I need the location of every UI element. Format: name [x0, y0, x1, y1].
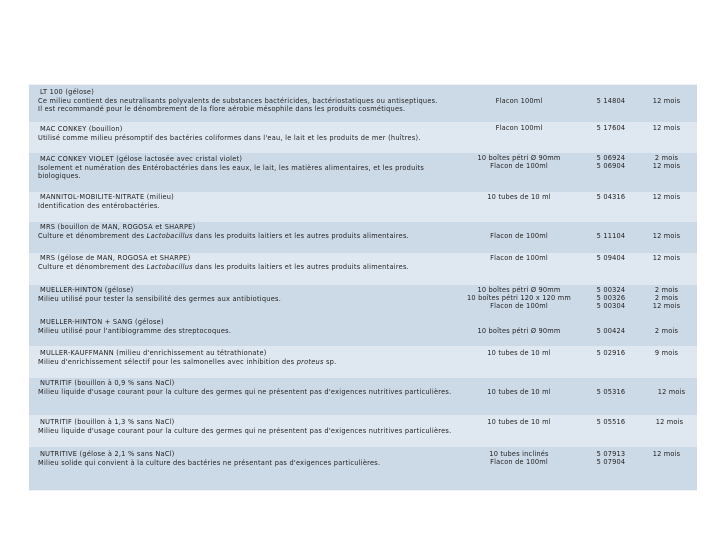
product-description	[38, 193, 458, 210]
description-line: Milieu utilisé pour tester la sensibilité des germes aux antibiotiques.	[38, 294, 282, 303]
reference-value: 5 00304	[596, 302, 626, 311]
product-title: NUTRITIF (bouillon à 1,3 % sans NaCl)	[40, 418, 175, 426]
shelf-life-cell	[644, 349, 689, 357]
packaging-cell	[459, 418, 579, 426]
shelf-life-cell	[647, 418, 692, 426]
product-description	[38, 286, 458, 303]
description-line: Utilisé comme milieu présomptif des bactéries coliformes dans l'eau, le lait et les produits de mer (huîtres).	[38, 133, 421, 142]
product-description	[38, 318, 458, 335]
product-description	[38, 125, 458, 142]
reference-value: 5 05516	[596, 418, 626, 426]
packaging-value: 10 tubes de 10 ml	[487, 193, 551, 201]
product-title: MUELLER-HINTON + SANG (gélose)	[40, 318, 164, 326]
reference-value: 5 07904	[596, 458, 626, 467]
packaging-value: 10 boîtes pétri Ø 90mm	[477, 327, 561, 335]
table-row	[29, 447, 697, 490]
description-text: Culture et dénombrement des	[38, 231, 147, 240]
table-row	[29, 317, 697, 346]
reference-value: 5 00326	[596, 294, 626, 303]
product-title: LT 100 (gélose)	[40, 88, 95, 96]
shelf-life-value: 12 mois	[652, 232, 681, 240]
reference-value: 5 06904	[596, 162, 626, 171]
description-text: sp.	[323, 357, 337, 366]
product-title: MRS (bouillon de MAN, ROGOSA et SHARPE)	[40, 223, 196, 231]
reference-cell	[589, 327, 633, 335]
packaging-value: 10 boîtes pétri Ø 90mm	[477, 286, 561, 294]
shelf-life-cell	[644, 450, 689, 458]
description-text: Culture et dénombrement des	[38, 262, 147, 271]
product-description	[38, 349, 458, 366]
shelf-life-value: 12 mois	[652, 302, 681, 311]
reference-value: 5 06924	[596, 154, 626, 162]
shelf-life-value: 12 mois	[655, 418, 684, 426]
description-line	[38, 358, 458, 367]
packaging-cell	[459, 349, 579, 357]
genus-name: Lactobacillus	[146, 231, 193, 240]
description-line	[38, 232, 458, 241]
description-line: Identification des entérobactéries.	[38, 201, 160, 210]
description-line: Il est recommandé pour le dénombrement de la flore aérobie mésophile dans les produits cosmétiques.	[38, 105, 406, 114]
product-title: MRS (gélose de MAN, ROGOSA et SHARPE)	[40, 254, 191, 262]
reference-value: 5 17604	[596, 124, 626, 132]
shelf-life-cell	[644, 232, 689, 240]
packaging-value: 10 boîtes pétri Ø 90mm	[477, 154, 561, 162]
reference-cell	[589, 97, 633, 105]
shelf-life-value: 12 mois	[652, 254, 681, 262]
packaging-value: Flacon de 100ml	[490, 162, 548, 171]
packaging-cell	[459, 97, 579, 105]
description-line: Ce milieu contient des neutralisants polyvalents de substances bactéricides, bactériostatiques ou antiseptiques.	[38, 96, 438, 105]
reference-cell	[589, 286, 633, 311]
packaging-value: 10 boîtes pétri 120 x 120 mm	[467, 294, 571, 303]
packaging-cell	[459, 388, 579, 396]
reference-value: 5 00324	[596, 286, 626, 294]
description-line: biologiques.	[38, 172, 81, 181]
table-row	[29, 346, 697, 378]
product-title: NUTRITIVE (gélose à 2,1 % sans NaCl)	[40, 450, 175, 458]
shelf-life-value: 12 mois	[657, 388, 686, 396]
shelf-life-cell	[644, 254, 689, 262]
table-row	[29, 285, 697, 317]
packaging-cell	[459, 154, 579, 170]
shelf-life-cell	[644, 286, 689, 311]
reference-cell	[589, 450, 633, 466]
reference-value: 5 14804	[596, 97, 626, 105]
table-row	[29, 153, 697, 192]
description-line: Isolement et numération des Entérobactéries dans les eaux, le lait, les matières alimentaires, et les produits	[38, 163, 425, 172]
product-description	[38, 379, 458, 396]
product-description	[38, 254, 458, 271]
packaging-value: Flacon 100ml	[495, 124, 543, 132]
table-row	[29, 222, 697, 253]
shelf-life-value: 9 mois	[654, 349, 679, 357]
reference-value: 5 02916	[596, 349, 626, 357]
product-title: MAC CONKEY (bouillon)	[40, 125, 123, 133]
table-row	[29, 192, 697, 222]
packaging-value: Flacon de 100ml	[490, 254, 548, 262]
table-row	[29, 85, 697, 122]
shelf-life-value: 12 mois	[652, 124, 681, 132]
reference-value: 5 00424	[596, 327, 626, 335]
reference-cell	[589, 193, 633, 201]
shelf-life-cell	[644, 154, 689, 170]
packaging-cell	[459, 124, 579, 132]
product-description	[38, 155, 458, 181]
reference-cell	[589, 154, 633, 170]
shelf-life-cell	[644, 193, 689, 201]
shelf-life-value: 2 mois	[654, 154, 679, 162]
description-line: Milieu liquide d'usage courant pour la culture des germes qui ne présentent pas d'exigences nutritives particulières.	[38, 426, 452, 435]
product-title: MULLER-KAUFFMANN (milieu d'enrichissement au tétrathionate)	[40, 349, 267, 357]
shelf-life-cell	[644, 124, 689, 132]
reference-value: 5 11104	[596, 232, 626, 240]
shelf-life-value: 12 mois	[652, 97, 681, 105]
product-title: NUTRITIF (bouillon à 0,9 % sans NaCl)	[40, 379, 175, 387]
packaging-value: Flacon de 100ml	[490, 458, 548, 467]
genus-name: proteus	[296, 357, 324, 366]
packaging-value: 10 tubes de 10 ml	[487, 388, 551, 396]
packaging-value: 10 tubes inclinés	[489, 450, 549, 458]
description-text: dans les produits laitiers et les autres produits alimentaires.	[192, 231, 409, 240]
reference-value: 5 04316	[596, 193, 626, 201]
product-description	[38, 450, 458, 467]
shelf-life-cell	[644, 97, 689, 105]
shelf-life-value: 2 mois	[654, 286, 679, 294]
shelf-life-value: 2 mois	[654, 294, 679, 303]
description-line: Milieu solide qui convient à la culture des bactéries ne présentant pas d'exigences particulières.	[38, 458, 381, 467]
description-line	[38, 263, 458, 272]
packaging-value: 10 tubes de 10 ml	[487, 418, 551, 426]
reference-cell	[589, 418, 633, 426]
shelf-life-value: 12 mois	[652, 193, 681, 201]
reference-cell	[589, 124, 633, 132]
product-title: MUELLER-HINTON (gélose)	[40, 286, 134, 294]
packaging-value: 10 tubes de 10 ml	[487, 349, 551, 357]
table-row	[29, 415, 697, 447]
description-line: Milieu utilisé pour l'antibiogramme des streptocoques.	[38, 326, 232, 335]
shelf-life-value: 12 mois	[652, 450, 681, 458]
reference-cell	[589, 349, 633, 357]
packaging-cell	[459, 327, 579, 335]
shelf-life-value: 12 mois	[652, 162, 681, 171]
description-text: Milieu d'enrichissement sélectif pour les salmonelles avec inhibition des	[38, 357, 297, 366]
reference-cell	[589, 232, 633, 240]
table-row	[29, 122, 697, 153]
product-description	[38, 418, 458, 435]
packaging-cell	[459, 232, 579, 240]
shelf-life-value: 2 mois	[654, 327, 679, 335]
product-description	[38, 223, 458, 240]
table-row	[29, 253, 697, 285]
product-title: MAC CONKEY VIOLET (gélose lactosée avec cristal violet)	[40, 155, 243, 163]
product-title: MANNITOL-MOBILITE-NITRATE (milieu)	[40, 193, 175, 201]
reference-cell	[589, 388, 633, 396]
packaging-value: Flacon de 100ml	[490, 232, 548, 240]
description-line: Milieu liquide d'usage courant pour la culture des germes qui ne présentent pas d'exigences nutritives particulières.	[38, 387, 452, 396]
table-row	[29, 378, 697, 415]
product-table	[29, 84, 697, 491]
reference-cell	[589, 254, 633, 262]
packaging-cell	[459, 254, 579, 262]
shelf-life-cell	[644, 327, 689, 335]
packaging-cell	[459, 193, 579, 201]
packaging-value: Flacon 100ml	[495, 97, 543, 105]
packaging-value: Flacon de 100ml	[490, 302, 548, 311]
reference-value: 5 05316	[596, 388, 626, 396]
packaging-cell	[459, 286, 579, 311]
reference-value: 5 07913	[596, 450, 626, 458]
description-text: dans les produits laitiers et les autres produits alimentaires.	[192, 262, 409, 271]
shelf-life-cell	[649, 388, 694, 396]
genus-name: Lactobacillus	[146, 262, 193, 271]
packaging-cell	[459, 450, 579, 466]
reference-value: 5 09404	[596, 254, 626, 262]
product-description	[38, 88, 458, 114]
